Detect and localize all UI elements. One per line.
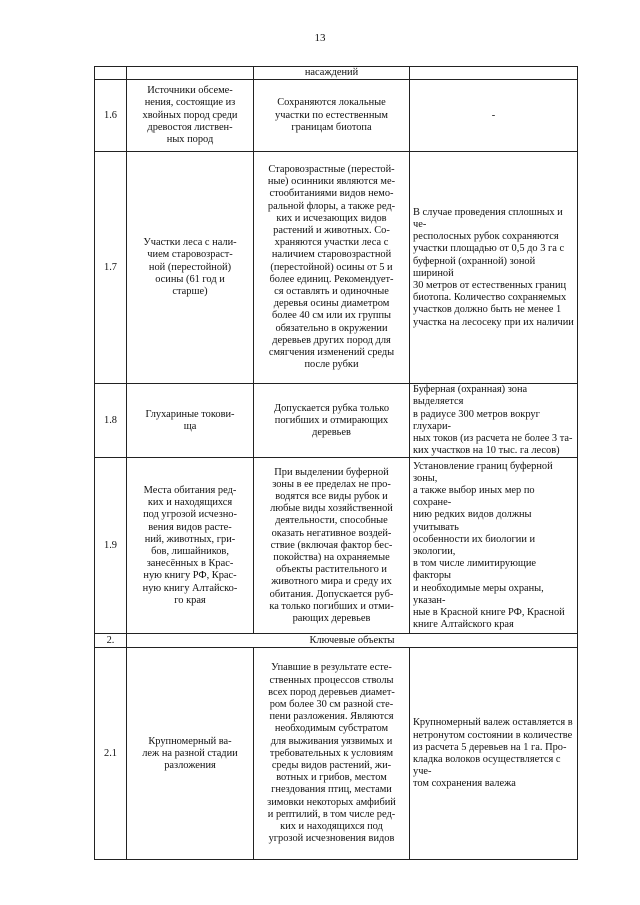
measures-cell: Допускается рубка только погибших и отмирающих деревьев	[254, 384, 410, 458]
row-number: 1.8	[95, 384, 127, 458]
table-row	[95, 152, 578, 384]
measures-cell: Сохраняются локальные участки по естественным границам биотопа	[254, 80, 410, 152]
table-cell	[410, 67, 578, 80]
recommendations-cell: Буферная (охранная) зона выделяется в радиусе 300 метров вокруг глухари- ных токов (из расчета не более 3 та- ких участков на 10 тыс. га лесов)	[410, 384, 578, 458]
object-cell: Крупномерный ва- леж на разной стадии разложения	[127, 648, 254, 860]
recommendations-cell: Крупномерный валеж оставляется в нетронутом состоянии в количестве из расчета 5 деревьев на 1 га. Про- кладка волоков осуществляется с уче- том сохранения валежа	[410, 648, 578, 860]
table-cell	[127, 67, 254, 80]
table-cell	[95, 67, 127, 80]
table-cell: насаждений	[254, 67, 410, 80]
row-number: 1.7	[95, 152, 127, 384]
table-row	[95, 648, 578, 860]
row-number: 1.9	[95, 458, 127, 634]
object-cell: Глухариные токови- ща	[127, 384, 254, 458]
recommendations-cell: Установление границ буферной зоны, а также выбор иных мер по сохране- нию редких видов должны учитывать особенности их биологии и экологии, в том числе лимитирующие факторы и необходимые меры охраны, указан- ные в Красной книге РФ, Красной книге Алтайского края	[410, 458, 578, 634]
recommendations-cell: -	[410, 80, 578, 152]
row-number: 2.1	[95, 648, 127, 860]
row-number: 1.6	[95, 80, 127, 152]
object-cell: Места обитания ред- ких и находящихся под угрозой исчезно- вения видов расте- ний, животных, гри- бов, лишайников, занесённых в Крас- ную книгу РФ, Крас- ную книгу Алтайско- го края	[127, 458, 254, 634]
page-number: 13	[314, 32, 326, 44]
table-row	[95, 458, 578, 634]
recommendations-cell: В случае проведения сплошных и че- респолосных рубок сохраняются участки площадью от 0,5 до 3 га с буферной (охранной) зоной шириной 30 метров от естественных границ биотопа. Количество сохраняемых участков должно быть не менее 1 участка на лесосеку при их наличии	[410, 152, 578, 384]
section-row	[95, 634, 578, 648]
table-row-continuation	[95, 67, 578, 80]
table-row	[95, 80, 578, 152]
object-cell: Источники обсеме- нения, состоящие из хвойных пород среди древостоя листвен- ных пород	[127, 80, 254, 152]
section-title: Ключевые объекты	[127, 634, 578, 648]
section-number: 2.	[95, 634, 127, 648]
object-cell: Участки леса с нали- чием старовозраст- ной (перестойной) осины (61 год и старше)	[127, 152, 254, 384]
table-row	[95, 384, 578, 458]
measures-cell: При выделении буферной зоны в ее пределах не про- водятся все виды рубок и любые виды хозяйственной деятельности, способные оказать негативное воздей- ствие (включая фактор бес- покойства) на охраняемые объекты растительного и животного мира и среду их обитания. Допускается руб- ка только погибших и отми- рающих деревьев	[254, 458, 410, 634]
measures-cell: Старовозрастные (перестой- ные) осинники являются ме- стообитаниями видов немо- ральной флоры, а также ред- ких и исчезающих видов растений и животных. Со- храняются участки леса с наличием старовозрастной (перестойной) осины от 5 и более единиц. Рекомендует- ся оставлять и одиночные деревья осины диаметром более 40 см или их группы обязательно в окружении деревьев других пород для смягчения изменений среды после рубки	[254, 152, 410, 384]
measures-table	[94, 66, 578, 860]
measures-cell: Упавшие в результате есте- ственных процессов стволы всех пород деревьев диамет- ром более 30 см разной сте- пени разложения. Являются необходимым субстратом для выживания уязвимых и требовательных к условиям среды видов растений, жи- вотных и грибов, местом гнездования птиц, местами зимовки некоторых амфибий и рептилий, в том числе ред- ких и находящихся под угрозой исчезновения видов	[254, 648, 410, 860]
